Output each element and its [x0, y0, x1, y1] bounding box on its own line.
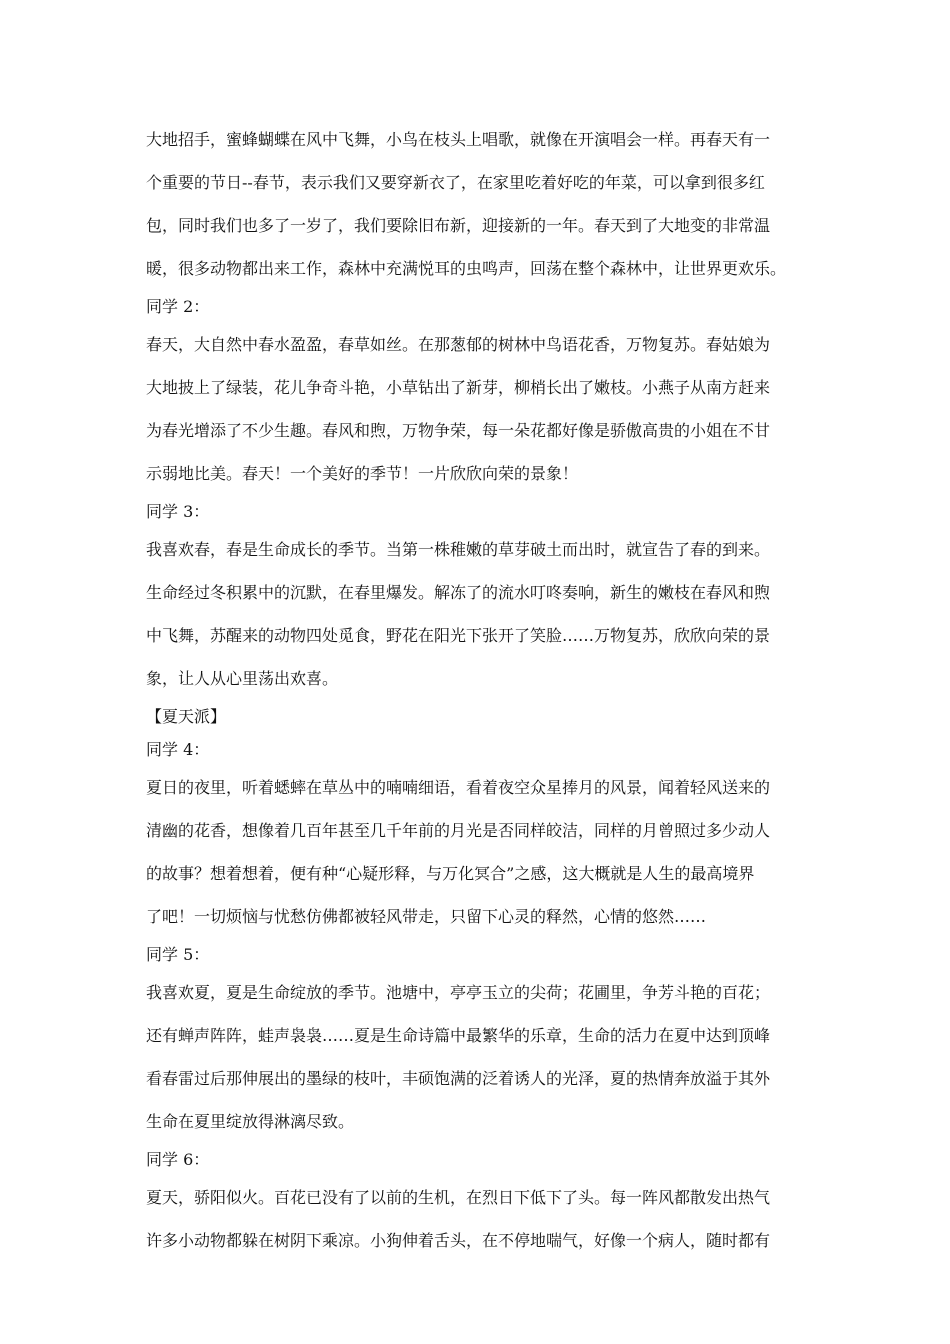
- section-heading: 同学 6：: [146, 1150, 210, 1169]
- text-line: 示弱地比美。春天！一个美好的季节！一片欣欣向荣的景象！: [146, 464, 579, 483]
- text-line: 个重要的节日--春节，表示我们又要穿新衣了，在家里吃着好吃的年菜，可以拿到很多红: [146, 173, 765, 192]
- section-heading: 同学 5：: [146, 945, 210, 964]
- section-heading: 【夏天派】: [146, 707, 227, 726]
- document-body: [146, 118, 811, 1262]
- section-heading: 同学 3：: [146, 502, 210, 521]
- text-line: 大地招手，蜜蜂蝴蝶在风中飞舞，小鸟在枝头上唱歌，就像在开演唱会一样。再春天有一: [146, 130, 771, 149]
- text-line: 生命在夏里绽放得淋漓尽致。: [146, 1112, 355, 1131]
- text-line: 为春光增添了不少生趣。春风和煦，万物争荣，每一朵花都好像是骄傲高贵的小姐在不甘: [146, 421, 771, 440]
- text-line: 包，同时我们也多了一岁了，我们要除旧布新，迎接新的一年。春天到了大地变的非常温: [146, 216, 771, 235]
- text-line: 还有蝉声阵阵，蛙声袅袅……夏是生命诗篇中最繁华的乐章，生命的活力在夏中达到顶峰: [146, 1026, 771, 1045]
- text-line: 的故事？想着想着，便有种“心疑形释，与万化冥合”之感，这大概就是人生的最高境界: [146, 864, 755, 883]
- text-line: 我喜欢夏，夏是生命绽放的季节。池塘中，亭亭玉立的尖荷；花圃里，争芳斗艳的百花；: [146, 983, 771, 1002]
- text-line: 许多小动物都躲在树阴下乘凉。小狗伸着舌头，在不停地喘气，好像一个病人，随时都有: [146, 1231, 771, 1250]
- text-line: 暖，很多动物都出来工作，森林中充满悦耳的虫鸣声，回荡在整个森林中，让世界更欢乐。: [146, 259, 787, 278]
- text-line: 看春雷过后那伸展出的墨绿的枝叶，丰硕饱满的泛着诱人的光泽，夏的热情奔放溢于其外: [146, 1069, 771, 1088]
- text-line: 夏日的夜里，听着蟋蟀在草丛中的喃喃细语，看着夜空众星捧月的风景，闻着轻风送来的: [146, 778, 771, 797]
- text-line: 清幽的花香，想像着几百年甚至几千年前的月光是否同样皎洁，同样的月曾照过多少动人: [146, 821, 771, 840]
- text-line: 象，让人从心里荡出欢喜。: [146, 669, 339, 688]
- text-line: 了吧！一切烦恼与忧愁仿佛都被轻风带走，只留下心灵的释然，心情的悠然……: [146, 907, 707, 926]
- text-line: 春天，大自然中春水盈盈，春草如丝。在那葱郁的树林中鸟语花香，万物复苏。春姑娘为: [146, 335, 771, 354]
- section-heading: 同学 4：: [146, 740, 210, 759]
- section-heading: 同学 2：: [146, 297, 210, 316]
- text-line: 我喜欢春，春是生命成长的季节。当第一株稚嫩的草芽破土而出时，就宣告了春的到来。: [146, 540, 771, 559]
- text-line: 中飞舞，苏醒来的动物四处觅食，野花在阳光下张开了笑脸……万物复苏，欣欣向荣的景: [146, 626, 771, 645]
- text-line: 大地披上了绿装，花儿争奇斗艳，小草钻出了新芽，柳梢长出了嫩枝。小燕子从南方赶来: [146, 378, 771, 397]
- text-line: 夏天，骄阳似火。百花已没有了以前的生机，在烈日下低下了头。每一阵风都散发出热气: [146, 1188, 771, 1207]
- text-line: 生命经过冬积累中的沉默，在春里爆发。解冻了的流水叮咚奏响，新生的嫩枝在春风和煦: [146, 583, 771, 602]
